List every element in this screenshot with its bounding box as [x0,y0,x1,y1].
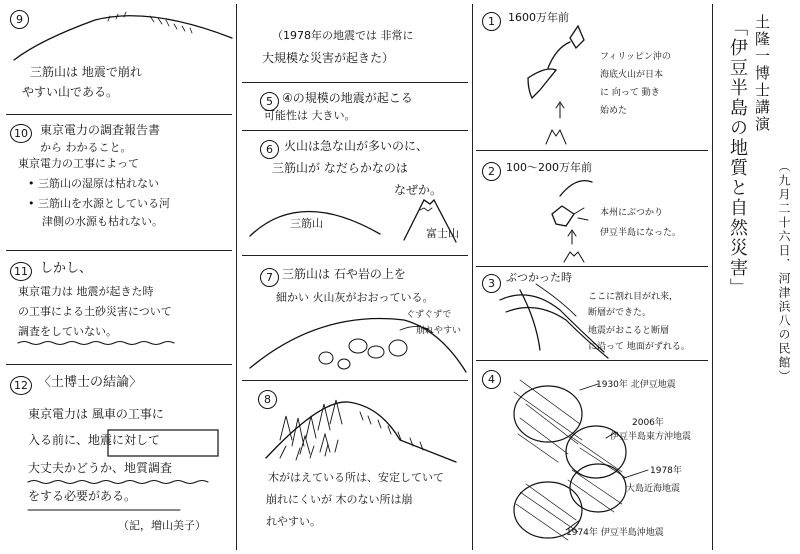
section-number: 4 [482,370,501,389]
section-10-bullet-2: • 三筋山を水源としている河 [28,197,170,210]
date-place: （九月二十六日．河津浜八の民館） [777,160,791,384]
section-number: 9 [10,10,29,29]
section-9-line-1: 三筋山は 地震で崩れ [30,65,142,79]
section-6-line-2: 三筋山が なだらかなのは [272,161,408,175]
r3-note-3: 地震がおこると断層 [588,326,670,336]
section-12-line-3: 入る前に、地震に対して [28,433,161,447]
intro-line-2: 大規模な災害が起きた） [262,51,395,65]
r4-eq-1978-name: 大島近海地震 [626,484,681,494]
r4-eq-1974: 1974年 伊豆半島沖地震 [566,528,664,538]
section-6-line-3: なぜか。 [394,183,443,197]
label-mitsusuji: 三筋山 [290,217,323,230]
section-number: 3 [482,274,501,293]
section-11-line-4: 調査をしていない。 [18,325,117,338]
r1-note-2: 海底火山が日本 [600,70,664,80]
label-fuji: 富士山 [426,227,459,240]
section-5-line-1: ④の規模の地震が起こる [282,91,413,105]
section-7-note-1: ぐずぐずで [406,310,452,320]
r1-note-3: に 向って 動き [600,88,660,98]
section-11-line-3: の工事による土砂災害について [18,305,172,318]
section-10-line-3: 東京電力の工事によって [18,157,139,170]
section-7-line-2: 細かい 火山灰がおおっている。 [276,291,434,304]
section-11-line-1: しかし、 [40,261,93,276]
signature: （記，増山美子） [118,519,206,532]
section-number: 2 [482,162,501,181]
section-7-note-2: 崩れやすい [416,326,462,336]
section-number: 8 [258,390,277,409]
r2-note-2: 伊豆半島になった。 [600,228,682,238]
section-7-line-1: 三筋山は 石や岩の上を [282,267,406,281]
section-8-line-2: 崩れにくいが 木のない所は崩 [266,493,413,506]
intro-line-1: （1978年の地震では 非常に [272,29,414,42]
r1-heading: 1600万年前 [508,11,569,24]
section-number: 5 [260,92,279,111]
section-number: 6 [260,140,279,159]
section-12-line-2: 東京電力は 風車の工事に [28,407,164,421]
section-12-line-4: 大丈夫かどうか、地質調査 [28,461,173,475]
r3-note-1: ここに割れ目がれ来， [588,292,679,302]
section-11-line-2: 東京電力は 地震が起きた時 [18,285,154,298]
section-10-bullet-2b: 津側の水源も枯れない。 [42,215,163,228]
r1-note-4: 始めた [600,106,628,116]
section-8-line-3: れやすい。 [266,515,321,528]
section-6-line-1: 火山は急な山が多いのに、 [284,139,429,153]
section-8-line-1: 木がはえている所は、安定していて [268,471,444,484]
speaker: 土隆一博士講演 [753,14,771,133]
r4-eq-2006-name: 伊豆半島東方沖地震 [610,432,692,442]
section-number: 12 [10,376,32,395]
r4-eq-2006-year: 2006年 [632,418,664,428]
r3-heading: ぶつかった時 [506,271,572,284]
section-number: 1 [482,12,501,31]
r3-note-2: 断層ができた。 [588,308,652,318]
r4-eq-1930: 1930年 北伊豆地震 [596,380,676,390]
section-number: 11 [10,262,32,281]
section-number: 7 [260,268,279,287]
section-9-line-2: やすい山である。 [22,85,119,99]
section-5-line-2: 可能性は 大きい。 [264,109,356,122]
section-12-heading: 〈土博士の結論〉 [38,375,143,390]
section-10-line-1: 東京電力の調査報告書 [40,123,161,137]
r2-heading: 100〜200万年前 [506,161,592,174]
r3-note-4: に沿って 地面がずれる。 [588,342,690,352]
lecture-title: 「伊豆半島の地質と自然災害」 [727,18,748,298]
section-12-line-5: をする必要がある。 [28,489,137,503]
section-number: 10 [10,124,32,143]
r2-note-1: 本州にぶつかり [600,208,664,218]
r1-note-1: フィリッピン沖の [600,52,671,62]
section-10-line-2: から わかること。 [40,141,132,154]
r4-eq-1978-year: 1978年 [650,466,682,476]
section-10-bullet-1: • 三筋山の湿原は枯れない [28,177,159,190]
